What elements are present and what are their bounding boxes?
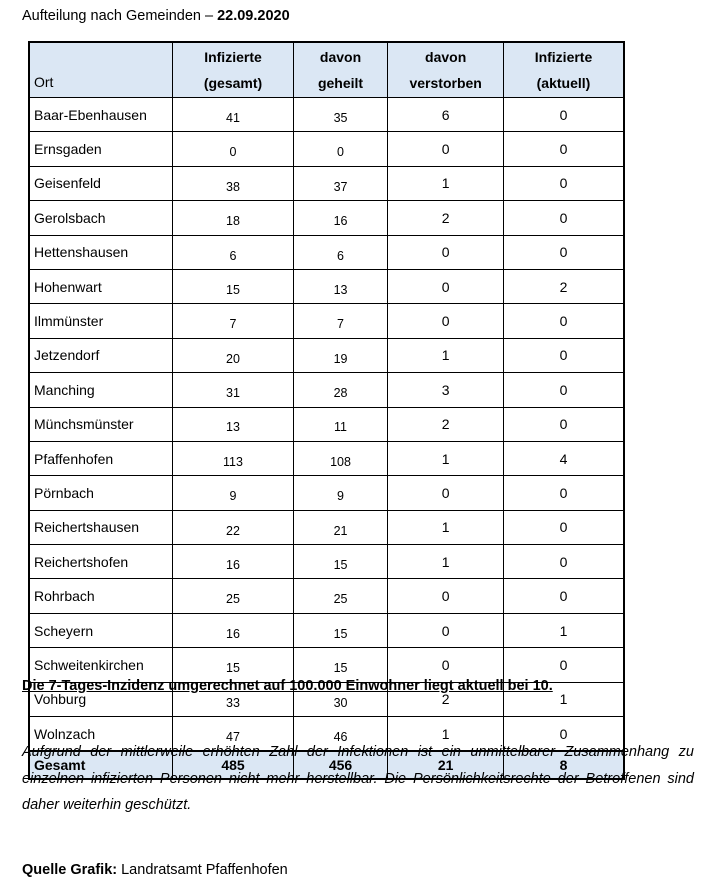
cell-ort: Geisenfeld: [29, 166, 173, 200]
total-verstorben: 21: [388, 751, 504, 779]
header-line: davon: [425, 49, 467, 65]
table-row: [29, 407, 624, 441]
header-line: davon: [319, 49, 362, 65]
header-line: Infizierte: [534, 49, 593, 65]
cell-geheilt: 9: [293, 476, 388, 510]
privacy-note: Aufgrund der mittlerweile erhöhten Zahl der Infektionen ist ein unmittelbarer Zusammenhang zu einzelnen infizierten Personen nicht mehr herstellbar. Die Persönlichkeitsrechte der Betroffenen sind daher weiterhin geschützt.: [22, 744, 694, 813]
cell-aktuell: 0: [503, 579, 624, 613]
cell-gesamt: 22: [173, 510, 293, 544]
cell-gesamt: 38: [173, 166, 293, 200]
cell-ort: Reichertshofen: [29, 545, 173, 579]
heading-date: 22.09.2020: [217, 8, 290, 24]
cell-gesamt: 0: [173, 132, 293, 166]
cell-aktuell: 0: [503, 407, 624, 441]
cell-verstorben: 3: [388, 373, 504, 407]
cell-gesamt: 31: [173, 373, 293, 407]
cell-gesamt: 20: [173, 338, 293, 372]
cell-ort: Rohrbach: [29, 579, 173, 613]
cell-aktuell: 0: [503, 373, 624, 407]
cell-verstorben: 2: [388, 201, 504, 235]
header-line: verstorben: [409, 75, 482, 91]
cell-gesamt: 15: [173, 269, 293, 303]
table-row: [29, 373, 624, 407]
cell-aktuell: 0: [503, 98, 624, 132]
table-header-row: [29, 42, 624, 98]
cell-aktuell: 0: [503, 648, 624, 682]
cell-ort: Pfaffenhofen: [29, 441, 173, 475]
cell-gesamt: 25: [173, 579, 293, 613]
municipality-table: [28, 41, 625, 780]
cell-geheilt: 15: [293, 545, 388, 579]
cell-gesamt: 16: [173, 545, 293, 579]
cell-gesamt: 33: [173, 682, 293, 716]
total-aktuell: 8: [503, 751, 624, 779]
cell-ort: Hohenwart: [29, 269, 173, 303]
cell-verstorben: 0: [388, 132, 504, 166]
table-row: [29, 613, 624, 647]
table-row: [29, 166, 624, 200]
table-row: [29, 338, 624, 372]
table-row: [29, 235, 624, 269]
table-row: [29, 304, 624, 338]
header-infizierte-gesamt: [173, 42, 293, 98]
cell-geheilt: 13: [293, 269, 388, 303]
header-line: geheilt: [317, 75, 364, 91]
total-label: Gesamt: [29, 751, 173, 779]
cell-verstorben: 0: [388, 304, 504, 338]
header-infizierte-aktuell: [503, 42, 624, 98]
cell-ort: Pörnbach: [29, 476, 173, 510]
cell-aktuell: 1: [503, 613, 624, 647]
table-row: [29, 269, 624, 303]
cell-ort: Manching: [29, 373, 173, 407]
table-row: [29, 98, 624, 132]
table-row: [29, 648, 624, 682]
cell-aktuell: 0: [503, 166, 624, 200]
cell-gesamt: 6: [173, 235, 293, 269]
cell-geheilt: 16: [293, 201, 388, 235]
cell-aktuell: 0: [503, 132, 624, 166]
incidence-statement: Die 7-Tages-Inzidenz umgerechnet auf 100.000 Einwohner liegt aktuell bei 10.: [22, 678, 553, 694]
cell-ort: Ilmmünster: [29, 304, 173, 338]
cell-geheilt: 108: [293, 441, 388, 475]
cell-aktuell: 0: [503, 338, 624, 372]
cell-geheilt: 37: [293, 166, 388, 200]
cell-ort: Wolnzach: [29, 717, 173, 752]
total-gesamt: 485: [173, 751, 293, 779]
page-heading: [22, 8, 290, 24]
total-geheilt: 456: [293, 751, 388, 779]
cell-verstorben: 1: [388, 166, 504, 200]
cell-ort: Baar-Ebenhausen: [29, 98, 173, 132]
cell-geheilt: 7: [293, 304, 388, 338]
cell-ort: Scheyern: [29, 613, 173, 647]
table-row: [29, 441, 624, 475]
table-row: [29, 579, 624, 613]
cell-geheilt: 11: [293, 407, 388, 441]
cell-gesamt: 41: [173, 98, 293, 132]
cell-verstorben: 0: [388, 476, 504, 510]
cell-ort: Münchsmünster: [29, 407, 173, 441]
table-row: [29, 132, 624, 166]
table-row: [29, 510, 624, 544]
cell-aktuell: 1: [503, 682, 624, 716]
table-row: [29, 545, 624, 579]
cell-verstorben: 6: [388, 98, 504, 132]
cell-ort: Vohburg: [29, 682, 173, 716]
cell-geheilt: 6: [293, 235, 388, 269]
cell-geheilt: 15: [293, 648, 388, 682]
cell-aktuell: 4: [503, 441, 624, 475]
cell-aktuell: 0: [503, 717, 624, 752]
cell-geheilt: 19: [293, 338, 388, 372]
cell-geheilt: 30: [293, 682, 388, 716]
cell-geheilt: 25: [293, 579, 388, 613]
source-label: Quelle Grafik:: [22, 862, 118, 878]
cell-verstorben: 0: [388, 579, 504, 613]
table-row: [29, 476, 624, 510]
cell-geheilt: 21: [293, 510, 388, 544]
cell-verstorben: 2: [388, 407, 504, 441]
cell-verstorben: 1: [388, 717, 504, 752]
cell-gesamt: 113: [173, 441, 293, 475]
header-line: (gesamt): [203, 75, 263, 91]
cell-gesamt: 9: [173, 476, 293, 510]
cell-ort: Jetzendorf: [29, 338, 173, 372]
cell-gesamt: 13: [173, 407, 293, 441]
cell-aktuell: 0: [503, 545, 624, 579]
cell-verstorben: 0: [388, 235, 504, 269]
cell-aktuell: 0: [503, 476, 624, 510]
cell-gesamt: 16: [173, 613, 293, 647]
cell-ort: Hettenshausen: [29, 235, 173, 269]
cell-aktuell: 0: [503, 304, 624, 338]
cell-aktuell: 0: [503, 510, 624, 544]
header-line: (aktuell): [536, 75, 591, 91]
cell-gesamt: 7: [173, 304, 293, 338]
heading-prefix: Aufteilung nach Gemeinden –: [22, 8, 218, 24]
cell-ort: Ernsgaden: [29, 132, 173, 166]
header-line: Infizierte: [204, 49, 262, 65]
cell-geheilt: 46: [293, 717, 388, 752]
header-ort: Ort: [29, 42, 173, 98]
cell-aktuell: 0: [503, 201, 624, 235]
cell-verstorben: 1: [388, 510, 504, 544]
header-davon-geheilt: [293, 42, 388, 98]
cell-verstorben: 0: [388, 613, 504, 647]
cell-aktuell: 0: [503, 235, 624, 269]
cell-geheilt: 15: [293, 613, 388, 647]
cell-verstorben: 1: [388, 441, 504, 475]
cell-gesamt: 15: [173, 648, 293, 682]
header-davon-verstorben: [388, 42, 504, 98]
table-row: [29, 201, 624, 235]
source-value: Landratsamt Pfaffenhofen: [117, 862, 288, 878]
cell-geheilt: 0: [293, 132, 388, 166]
cell-gesamt: 18: [173, 201, 293, 235]
source-credit: [22, 862, 288, 878]
cell-verstorben: 2: [388, 682, 504, 716]
cell-ort: Reichertshausen: [29, 510, 173, 544]
cell-geheilt: 35: [293, 98, 388, 132]
cell-gesamt: 47: [173, 717, 293, 752]
cell-verstorben: 1: [388, 338, 504, 372]
cell-geheilt: 28: [293, 373, 388, 407]
cell-aktuell: 2: [503, 269, 624, 303]
cell-ort: Gerolsbach: [29, 201, 173, 235]
cell-ort: Schweitenkirchen: [29, 648, 173, 682]
cell-verstorben: 0: [388, 648, 504, 682]
cell-verstorben: 0: [388, 269, 504, 303]
cell-verstorben: 1: [388, 545, 504, 579]
